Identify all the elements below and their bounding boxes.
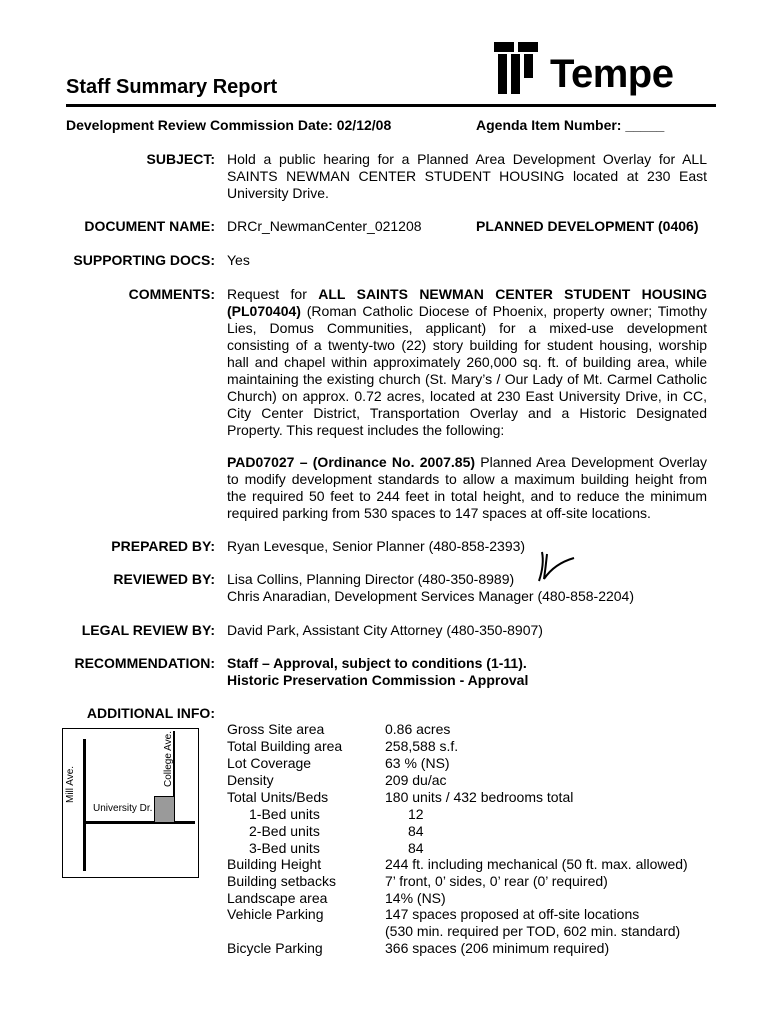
info-row-value: 0.86 acres (385, 721, 451, 737)
page-title: Staff Summary Report (66, 76, 278, 98)
info-row-name: Vehicle Parking (227, 906, 324, 922)
recommendation-label: RECOMMENDATION: (74, 655, 215, 671)
document-type: PLANNED DEVELOPMENT (0406) (476, 218, 699, 234)
info-row-value: 84 (408, 823, 424, 839)
info-row-value: 84 (408, 840, 424, 856)
map-label-college: College Ave. (163, 731, 174, 787)
info-row-value: 63 % (NS) (385, 755, 450, 771)
info-row-name: Density (227, 772, 274, 788)
info-row-value: 7’ front, 0’ sides, 0’ rear (0’ required) (385, 873, 608, 889)
comments-item-title: PAD07027 – (Ordinance No. 2007.85) (227, 454, 476, 470)
comments-label: COMMENTS: (128, 286, 215, 302)
legal-review-value: David Park, Assistant City Attorney (480-350-8907) (227, 622, 543, 638)
comments-project: ALL SAINTS NEWMAN CENTER STUDENT HOUSING (PL070404) (227, 286, 708, 319)
additional-info-label: ADDITIONAL INFO: (86, 705, 215, 721)
recommendation-line2: Historic Preservation Commission - Approval (227, 672, 529, 688)
reviewed-by-label: REVIEWED BY: (113, 571, 215, 587)
signature-icon (536, 548, 578, 584)
info-row-name: Gross Site area (227, 721, 325, 737)
logo-wordmark: Tempe (550, 52, 674, 96)
info-row-name: Building Height (227, 856, 322, 872)
document-name-value: DRCr_NewmanCenter_021208 (227, 218, 422, 234)
info-row-value: 180 units / 432 bedrooms total (385, 789, 574, 805)
map-label-mill: Mill Ave. (65, 765, 76, 803)
prepared-by-label: PREPARED BY: (111, 538, 215, 554)
info-row-name: 3-Bed units (249, 840, 320, 856)
prepared-by-value: Ryan Levesque, Senior Planner (480-858-2393) (227, 538, 526, 554)
recommendation-line1: Staff – Approval, subject to conditions (1-11). (227, 655, 527, 671)
info-row-value: 12 (408, 806, 424, 822)
legal-review-label: LEGAL REVIEW BY: (81, 622, 215, 638)
agenda-item-number: Agenda Item Number: _____ (476, 117, 665, 133)
info-row-name: Total Building area (227, 738, 343, 754)
info-row-value: 366 spaces (206 minimum required) (385, 940, 610, 956)
comments-item (227, 454, 707, 522)
info-row-name: Building setbacks (227, 873, 336, 889)
map-university-road (83, 821, 195, 824)
info-row-name: 2-Bed units (249, 823, 320, 839)
subject-label: SUBJECT: (146, 151, 215, 167)
map-label-university: University Dr. (93, 803, 153, 814)
supporting-docs-value: Yes (227, 252, 250, 268)
title-divider (66, 104, 716, 107)
info-row-value: 14% (NS) (385, 890, 446, 906)
info-row-name: 1-Bed units (249, 806, 320, 822)
info-row-value: (530 min. required per TOD, 602 min. standard) (385, 923, 681, 939)
comments-text (227, 286, 707, 439)
vicinity-map (62, 728, 199, 878)
comments-item-text: Planned Area Development Overlay to modify development standards to allow a maximum building height from the required 50 feet to 244 feet in total height, and to reduce the minimum required parking from 530 spaces to 147 spaces at off-site locations. (227, 454, 707, 521)
map-site-marker (154, 796, 175, 823)
subject-text: Hold a public hearing for a Planned Area Development Overlay for ALL SAINTS NEWMAN CENTER STUDENT HOUSING located at 230 East University Drive. (227, 151, 707, 201)
comments-body: (Roman Catholic Diocese of Phoenix, property owner; Timothy Lies, Domus Communities, applicant) for a mixed-use development consisting of a twenty-two (22) story building for student housing, worship hall and chapel within approximately 260,000 sq. ft. of building area, while maintaining the existing church (St. Mary’s / Our Lady of Mt. Carmel Catholic Church) on approx. 0.72 acres, located at 230 East University Drive, in CC, City Center District, Transportation Overlay and a Historic Designated Property. This request includes the following: (227, 303, 708, 438)
document-name-label: DOCUMENT NAME: (84, 218, 215, 234)
tempe-logo-icon (494, 40, 554, 100)
info-row-name: Bicycle Parking (227, 940, 323, 956)
reviewed-by-line1: Lisa Collins, Planning Director (480-350-8989) (227, 571, 515, 587)
info-row-value: 244 ft. including mechanical (50 ft. max. allowed) (385, 856, 688, 872)
info-row-name: Total Units/Beds (227, 789, 329, 805)
info-row-value: 209 du/ac (385, 772, 447, 788)
info-row-name: Landscape area (227, 890, 328, 906)
supporting-docs-label: SUPPORTING DOCS: (73, 252, 215, 268)
comments-intro: Request for (227, 286, 307, 302)
map-mill-road (83, 739, 86, 871)
reviewed-by-line2: Chris Anaradian, Development Services Manager (480-858-2204) (227, 588, 634, 604)
info-row-value: 258,588 s.f. (385, 738, 459, 754)
commission-date: Development Review Commission Date: 02/12/08 (66, 117, 392, 133)
info-row-value: 147 spaces proposed at off-site locations (385, 906, 640, 922)
info-row-name: Lot Coverage (227, 755, 312, 771)
